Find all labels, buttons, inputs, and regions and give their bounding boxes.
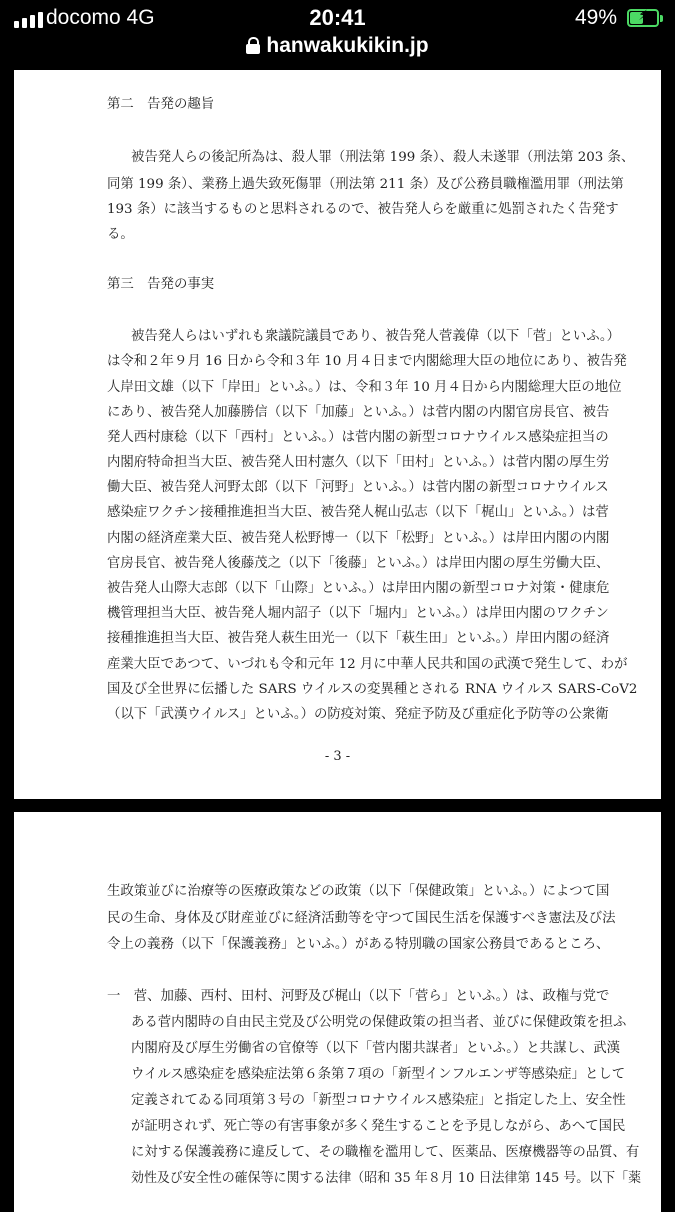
url-text: hanwakukikin.jp <box>266 34 429 57</box>
page-number: - 3 - <box>324 749 351 764</box>
paragraph-line: る。 <box>107 227 134 242</box>
list-item-line: が証明されず、死亡等の有害事象が多く発生することを予見しながら、あへて国民 <box>131 1119 626 1134</box>
list-item-line: 一 菅、加藤、西村、田村、河野及び梶山（以下「菅ら」といふ。）は、政権与党で <box>107 989 610 1004</box>
paragraph-line: 内閣府特命担当大臣、被告発人田村憲久（以下「田村」といふ。）は菅内閣の厚生労 <box>107 455 610 470</box>
paragraph-line: 機管理担当大臣、被告発人堀内詔子（以下「堀内」といふ。）は岸田内閣のワクチン <box>107 606 609 621</box>
address-bar[interactable] <box>0 34 675 64</box>
paragraph-line: 令上の義務（以下「保護義務」といふ。）がある特別職の国家公務員であるところ、 <box>107 937 610 952</box>
list-item-line: 効性及び安全性の確保等に関する法律（昭和 35 年８月 10 日法律第 145 号。以下「薬 <box>131 1171 642 1186</box>
battery-nub <box>660 15 663 22</box>
paragraph-line: 民の生命、身体及び財産並びに経済活動等を守つて国民生活を保護すべき憲法及び法 <box>107 911 616 926</box>
paragraph-line: 被告発人らの後記所為は、殺人罪（刑法第 199 条）、殺人未遂罪（刑法第 203 条、 <box>131 150 635 165</box>
carrier-label: docomo 4G <box>46 6 155 29</box>
battery-percentage: 49% <box>574 6 617 29</box>
battery-charging-icon <box>627 9 659 27</box>
paragraph-line: 接種推進担当大臣、被告発人萩生田光一（以下「萩生田」といふ。）岸田内閣の経済 <box>107 631 610 646</box>
status-bar <box>0 0 675 36</box>
list-item-line: ウイルス感染症を感染症法第６条第７項の「新型インフルエンザ等感染症」として <box>131 1067 626 1082</box>
paragraph-line: 生政策並びに治療等の医療政策などの政策（以下「保健政策」といふ。）によつて国 <box>107 884 610 899</box>
paragraph-line: 感染症ワクチン接種推進担当大臣、被告発人梶山弘志（以下「梶山」といふ。）は菅 <box>107 505 609 520</box>
paragraph-line: 官房長官、被告発人後藤茂之（以下「後藤」といふ。）は岸田内閣の厚生労働大臣、 <box>107 556 610 571</box>
lock-icon <box>246 37 260 53</box>
list-item-line: 内閣府及び厚生労働省の官僚等（以下「菅内閣共謀者」といふ。）と共謀し、武漢 <box>131 1041 621 1056</box>
list-item-line: に対する保護義務に違反して、その職権を濫用して、医薬品、医療機器等の品質、有 <box>131 1145 640 1160</box>
clock: 20:41 <box>309 5 366 30</box>
paragraph-line: 被告発人らはいずれも衆議院議員であり、被告発人菅義偉（以下「菅」といふ。） <box>131 329 621 344</box>
paragraph-line: 被告発人山際大志郎（以下「山際」といふ。）は岸田内閣の新型コロナ対策・健康危 <box>107 581 610 596</box>
paragraph-line: 同第 199 条）、業務上過失致死傷罪（刑法第 211 条）及び公務員職権濫用罪（刑法第 <box>107 177 624 192</box>
document-page-4 <box>14 812 661 1212</box>
section-heading: 第三 告発の事実 <box>107 277 215 292</box>
paragraph-line: 193 条）に該当するものと思料されるので、被告発人らを厳重に処罰されたく告発す <box>107 202 619 217</box>
list-item-line: ある菅内閣時の自由民主党及び公明党の保健政策の担当者、並びに保健政策を担ふ <box>131 1015 627 1030</box>
list-item-line: 定義されてゐる同項第３号の「新型コロナウイルス感染症」と指定した上、安全性 <box>131 1093 626 1108</box>
paragraph-line: 国及び全世界に伝播した SARS ウイルスの変異種とされる RNA ウイルス SARS-CoV2 <box>107 682 638 697</box>
paragraph-line: 人岸田文雄（以下「岸田」といふ。）は、令和３年 10 月４日から内閣総理大臣の地位 <box>107 380 622 395</box>
paragraph-line: （以下「武漢ウイルス」といふ。）の防疫対策、発症予防及び重症化予防等の公衆衛 <box>107 707 609 722</box>
paragraph-line: 産業大臣であつて、いづれも令和元年 12 月に中華人民共和国の武漢で発生して、わが <box>107 657 628 672</box>
document-page-3 <box>14 70 661 799</box>
charging-bolt-icon: ⚡ <box>638 8 648 24</box>
paragraph-line: 働大臣、被告発人河野太郎（以下「河野」といふ。）は菅内閣の新型コロナウイルス <box>107 480 609 495</box>
paragraph-line: 内閣の経済産業大臣、被告発人松野博一（以下「松野」といふ。）は岸田内閣の内閣 <box>107 531 610 546</box>
paragraph-line: 発人西村康稔（以下「西村」といふ。）は菅内閣の新型コロナウイルス感染症担当の <box>107 430 609 445</box>
paragraph-line: は令和２年９月 16 日から令和３年 10 月４日まで内閣総理大臣の地位にあり、被告発 <box>107 354 627 369</box>
section-heading: 第二 告発の趣旨 <box>107 97 215 112</box>
paragraph-line: にあり、被告発人加藤勝信（以下「加藤」といふ。）は菅内閣の内閣官房長官、被告 <box>107 405 610 420</box>
